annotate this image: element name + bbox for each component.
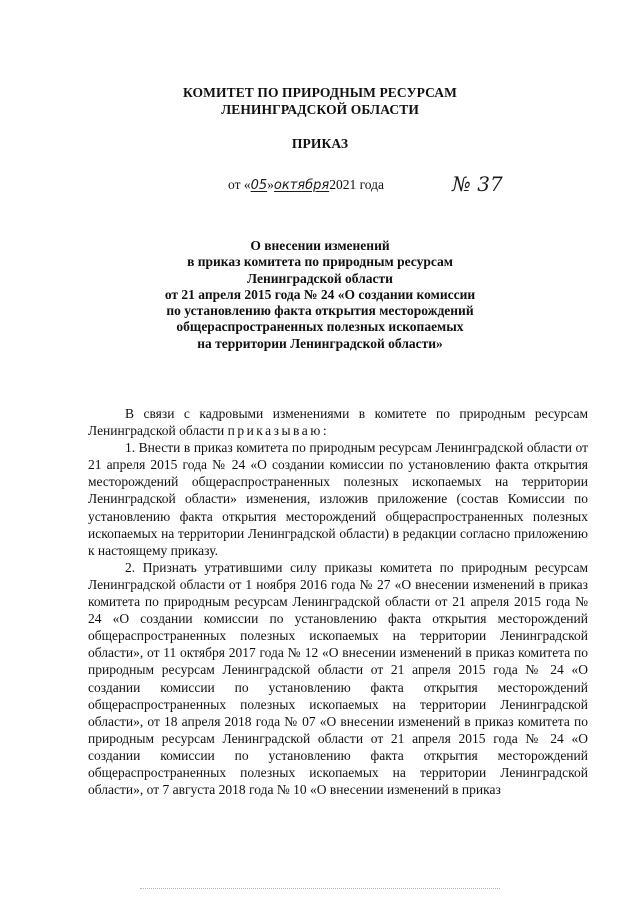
subject-line: по установлению факта открытия месторождений <box>166 303 474 319</box>
committee-name-line2: ЛЕНИНГРАДСКОЙ ОБЛАСТИ <box>221 102 419 117</box>
subject-line: в приказ комитета по природным ресурсам <box>187 254 453 270</box>
date-separator: » <box>267 177 274 192</box>
intro-colon: : <box>322 423 327 439</box>
order-date <box>228 177 384 193</box>
date-day-handwritten: 05 <box>250 178 268 193</box>
committee-name <box>0 84 640 118</box>
subject-line: О внесении изменений <box>250 238 390 253</box>
date-prefix: от « <box>228 177 251 192</box>
order-subject <box>0 238 640 352</box>
date-month-handwritten: октября <box>273 178 330 193</box>
item-1-paragraph: 1. Внести в приказ комитета по природным ресурсам Ленинградской области от 21 апреля 2015 года № 24 «О создании комиссии по установлению факта открытия месторождений общераспространенных полезных ископаемых на территории Ленинградской области» изменения, изложив приложение (состав Комиссии по установлению факта открытия месторождений общераспространенных полезных ископаемых на территории Ленинградской области) в редакции согласно приложению к настоящему приказу. <box>88 440 588 558</box>
date-year: 2021 года <box>329 177 385 192</box>
committee-name-line1: КОМИТЕТ ПО ПРИРОДНЫМ РЕСУРСАМ <box>183 85 457 100</box>
intro-text: В связи с кадровыми изменениями в комитете по природным ресурсам Ленинградской области <box>88 406 588 439</box>
subject-line: общераспространенных полезных ископаемых <box>176 319 464 335</box>
order-body <box>88 405 588 798</box>
item-2-paragraph: 2. Признать утратившими силу приказы комитета по природным ресурсам Ленинградской области от 1 ноября 2016 года № 27 «О внесении изменений в приказ комитета по природным ресурсам Ленинградской области от 21 апреля 2015 года № 24 «О создании комиссии по установлению факта открытия месторождений общераспространенных полезных ископаемых на территории Ленинградской области», от 11 октября 2017 года № 12 «О внесении изменений в приказ комитета по природным ресурсам Ленинградской области от 21 апреля 2015 года № 24 «О создании комиссии по установлению факта открытия месторождений общераспространенных полезных ископаемых на территории Ленинградской области», от 18 апреля 2018 года № 07 «О внесении изменений в приказ комитета по природным ресурсам Ленинградской области от 21 апреля 2015 года № 24 «О создании комиссии по установлению факта открытия месторождений общераспространенных полезных ископаемых на территории Ленинградской области», от 7 августа 2018 года № 10 «О внесении изменений в приказ <box>88 559 588 798</box>
intro-paragraph <box>88 405 588 439</box>
document-type-title: ПРИКАЗ <box>291 136 349 151</box>
order-keyword: приказываю <box>227 423 323 439</box>
order-number-handwritten: № 37 <box>452 172 503 196</box>
subject-line: от 21 апреля 2015 года № 24 «О создании комиссии <box>164 286 476 302</box>
subject-line: на территории Ленинградской области» <box>197 335 443 351</box>
scan-artifact-divider <box>140 888 500 891</box>
subject-line: Ленинградской области <box>247 270 393 286</box>
